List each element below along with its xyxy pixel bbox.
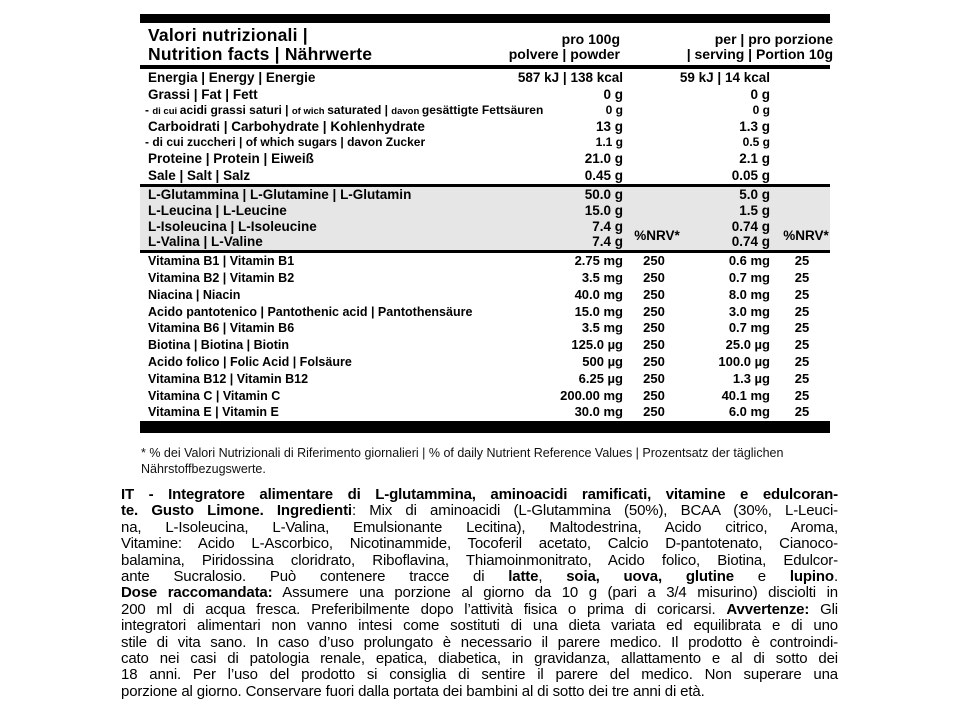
- nutrient-row: [140, 69, 830, 86]
- value-per-portion: 25.0 µg: [725, 337, 770, 353]
- value-per-100g: 7.4 g: [592, 234, 623, 250]
- value-per-portion: 0.74 g: [731, 218, 770, 234]
- nrv-percent-per-portion: 25: [794, 337, 810, 353]
- nutrient-row: [140, 103, 830, 118]
- description-line: porzione al giorno. Conservare fuori dalla portata dei bambini al di sotto dei tre anni di età.: [121, 682, 705, 700]
- nutrient-name: L-Glutammina | L-Glutamine | L-Glutamin: [148, 187, 412, 202]
- nutrient-name: Carboidrati | Carbohydrate | Kohlenhydrate: [148, 119, 425, 134]
- nutrient-row: [140, 150, 830, 167]
- column-header-per-portion: [687, 32, 833, 62]
- nutrient-name: Grassi | Fat | Fett: [148, 87, 258, 102]
- value-per-portion: 2.1 g: [739, 151, 770, 166]
- nrv-footnote: * % dei Valori Nutrizionali di Riferimento giornalieri | % of daily Nutrient Reference Values | Prozentsatz der täglichen Nährstoffbezugswerte.: [141, 446, 784, 476]
- value-per-100g: 3.5 mg: [581, 269, 623, 285]
- nutrient-name: Proteine | Protein | Eiweiß: [148, 151, 314, 166]
- nutrient-row: [140, 253, 830, 270]
- table-title: [148, 26, 372, 63]
- nrv-percent-per-portion: 25: [794, 286, 810, 302]
- value-per-100g: 125.0 µg: [571, 337, 623, 353]
- value-per-100g: 30.0 mg: [574, 404, 623, 420]
- description-line: cato nei casi di patologia renale, epatica, diabetica, in gravidanza, allattamento e al di sotto dei: [121, 650, 838, 668]
- nrv-percent-per-portion: 25: [794, 387, 810, 403]
- value-per-portion: 5.0 g: [739, 187, 770, 202]
- value-per-100g: 500 µg: [582, 353, 623, 369]
- amino-acid-section: [140, 187, 830, 250]
- value-per-portion: 1.5 g: [739, 202, 770, 218]
- value-per-portion: 0.05 g: [731, 168, 770, 183]
- nrv-column-marker: %NRV*: [783, 228, 829, 244]
- value-per-portion: 40.1 mg: [721, 387, 770, 403]
- value-per-portion: 59 kJ | 14 kcal: [679, 70, 770, 85]
- nrv-percent-per-100g: 250: [643, 303, 665, 319]
- nutrient-name: Acido folico | Folic Acid | Folsäure: [148, 354, 352, 369]
- nrv-percent-per-100g: 250: [643, 370, 665, 386]
- value-per-100g: 7.4 g: [592, 218, 623, 234]
- nutrient-row: [140, 228, 830, 250]
- nutrient-name: L-Isoleucina | L-Isoleucine: [148, 218, 317, 234]
- nrv-percent-per-portion: 25: [794, 269, 810, 285]
- nutrient-row: [140, 320, 830, 337]
- nutrient-row: [140, 86, 830, 103]
- per-100g-line1: pro 100g: [561, 31, 620, 47]
- description-line: Dose raccomandata: Assumere una porzione al giorno da 10 g (pari a 3/4 misurino) disciolti in: [121, 584, 838, 602]
- value-per-portion: 6.0 mg: [728, 404, 770, 420]
- nrv-percent-per-100g: 250: [643, 253, 665, 269]
- column-header-per-100g: [509, 32, 620, 62]
- nutrient-row: [140, 388, 830, 405]
- nutrient-row: [140, 404, 830, 421]
- nutrient-name: Vitamina B2 | Vitamin B2: [148, 270, 295, 285]
- nutrient-row: [140, 135, 830, 150]
- value-per-100g: 21.0 g: [584, 151, 623, 166]
- nutrient-name: Vitamina B12 | Vitamin B12: [148, 371, 309, 386]
- value-per-100g: 2.75 mg: [574, 253, 623, 269]
- value-per-portion: 0.7 mg: [728, 320, 770, 336]
- nrv-percent-per-100g: 250: [643, 286, 665, 302]
- nutrient-row: [140, 304, 830, 321]
- nrv-column-marker: %NRV*: [634, 228, 680, 244]
- nutrient-name: Energia | Energy | Energie: [148, 70, 316, 85]
- nrv-percent-per-portion: 25: [794, 353, 810, 369]
- description-line: na, L-Isoleucina, L-Valina, Emulsionante Lecitina), Maltodestrina, Acido citrico, Aroma,: [121, 518, 838, 536]
- table-title-line1: Valori nutrizionali |: [148, 25, 308, 45]
- value-per-portion: 0.6 mg: [728, 253, 770, 269]
- nutrient-name: Sale | Salt | Salz: [148, 168, 251, 183]
- table-title-line2: Nutrition facts | Nährwerte: [148, 43, 373, 64]
- description-line: balamina, Piridossina cloridrato, Riboflavina, Thiamoinmonitrato, Acido folico, Biotina, Edulcor-: [121, 551, 838, 569]
- description-text: [121, 487, 838, 700]
- value-per-100g: 50.0 g: [584, 187, 623, 202]
- nutrient-name: Vitamina E | Vitamin E: [148, 405, 279, 420]
- description-line: integratori alimentari non vanno intesi come sostituti di una dieta variata ed equilibrata e di uno: [121, 617, 838, 635]
- nutrient-row: [140, 187, 830, 203]
- per-100g-line2: polvere | powder: [508, 46, 620, 62]
- vitamin-section: [140, 253, 830, 421]
- value-per-100g: 0.45 g: [584, 168, 623, 183]
- table-bottom-bar: [140, 421, 830, 433]
- nutrient-name: L-Leucina | L-Leucine: [148, 202, 287, 218]
- nutrient-row: [140, 371, 830, 388]
- nutrient-name: Niacina | Niacin: [148, 287, 241, 302]
- nrv-percent-per-portion: 25: [794, 320, 810, 336]
- description-line: 200 ml di acqua fresca. Preferibilmente dopo l’attività fisica o prima di coricarsi. Avvertenze: Gli: [121, 600, 838, 618]
- nrv-percent-per-portion: 25: [794, 404, 810, 420]
- value-per-portion: 8.0 mg: [728, 286, 770, 302]
- value-per-portion: 0 g: [750, 87, 770, 102]
- nrv-percent-per-100g: 250: [643, 337, 665, 353]
- nutrient-name: Vitamina B1 | Vitamin B1: [148, 254, 295, 269]
- nrv-percent-per-100g: 250: [643, 269, 665, 285]
- nutrient-row: [140, 337, 830, 354]
- description-line: Vitamine: Acido L-Ascorbico, Nicotinammide, Tocoferil acetato, Calcio D-pantotenato, Cianoco-: [121, 535, 838, 553]
- value-per-portion: 0.7 mg: [728, 269, 770, 285]
- value-per-portion: 0.74 g: [731, 234, 770, 250]
- nrv-percent-per-100g: 250: [643, 404, 665, 420]
- value-per-100g: 0 g: [605, 103, 623, 117]
- nutrient-row: [140, 287, 830, 304]
- value-per-portion: 0.5 g: [742, 135, 770, 149]
- value-per-portion: 1.3 µg: [732, 370, 770, 386]
- nutrient-name: L-Valina | L-Valine: [148, 234, 263, 250]
- value-per-100g: 13 g: [595, 119, 623, 134]
- nrv-percent-per-100g: 250: [643, 387, 665, 403]
- nrv-percent-per-portion: 25: [794, 253, 810, 269]
- nutrient-row: [140, 219, 830, 235]
- nutrient-name: Vitamina B6 | Vitamin B6: [148, 321, 295, 336]
- description-line: te. Gusto Limone. Ingredienti: Mix di aminoacidi (L-Glutammina (50%), BCAA (30%, L-Leuci-: [121, 502, 838, 520]
- description-line: 18 anni. Per l’uso del prodotto si consiglia di sentire il parere del medico. Non superare una: [121, 666, 838, 684]
- description-line: IT - Integratore alimentare di L-glutammina, aminoacidi ramificati, vitamine e edulcoran-: [121, 486, 838, 503]
- per-portion-line1: per | pro porzione: [714, 31, 833, 47]
- value-per-100g: 15.0 g: [584, 202, 623, 218]
- nutrient-name: - di cui zuccheri | of which sugars | davon Zucker: [145, 135, 426, 149]
- value-per-100g: 40.0 mg: [574, 286, 623, 302]
- value-per-100g: 587 kJ | 138 kcal: [517, 70, 623, 85]
- table-header: [140, 23, 833, 65]
- nutrient-row: [140, 203, 830, 219]
- value-per-portion: 3.0 mg: [728, 303, 770, 319]
- value-per-portion: 0 g: [752, 103, 770, 117]
- nrv-percent-per-portion: 25: [794, 370, 810, 386]
- description-line: stile di vita sano. In caso d’uso prolungato è necessario il parere medico. Il prodotto è controindi-: [121, 633, 838, 651]
- value-per-100g: 0 g: [603, 87, 623, 102]
- value-per-100g: 200.00 mg: [560, 387, 623, 403]
- nutrient-name: - di cui acidi grassi saturi | of wich saturated | davon gesättigte Fettsäuren: [145, 103, 544, 117]
- nutrient-row: [140, 118, 830, 135]
- nrv-percent-per-portion: 25: [794, 303, 810, 319]
- value-per-portion: 1.3 g: [739, 119, 770, 134]
- nutrient-name: Vitamina C | Vitamin C: [148, 388, 281, 403]
- nutrient-row: [140, 167, 830, 184]
- value-per-100g: 3.5 mg: [581, 320, 623, 336]
- nutrient-row: [140, 354, 830, 371]
- value-per-100g: 1.1 g: [595, 135, 623, 149]
- nutrient-name: Biotina | Biotina | Biotin: [148, 338, 290, 353]
- per-portion-line2: | serving | Portion 10g: [686, 46, 833, 62]
- nrv-percent-per-100g: 250: [643, 320, 665, 336]
- nutrition-table: [140, 14, 833, 433]
- value-per-100g: 15.0 mg: [574, 303, 623, 319]
- nutrient-name: Acido pantotenico | Pantothenic acid | Pantothensäure: [148, 304, 473, 319]
- nutrient-row: [140, 270, 830, 287]
- description-line: ante Sucralosio. Può contenere tracce di latte, soia, uova, glutine e lupino.: [121, 568, 838, 586]
- value-per-100g: 6.25 µg: [578, 370, 623, 386]
- table-top-bar: [140, 14, 830, 23]
- value-per-portion: 100.0 µg: [718, 353, 770, 369]
- nrv-percent-per-100g: 250: [643, 353, 665, 369]
- macronutrient-section: [140, 69, 830, 184]
